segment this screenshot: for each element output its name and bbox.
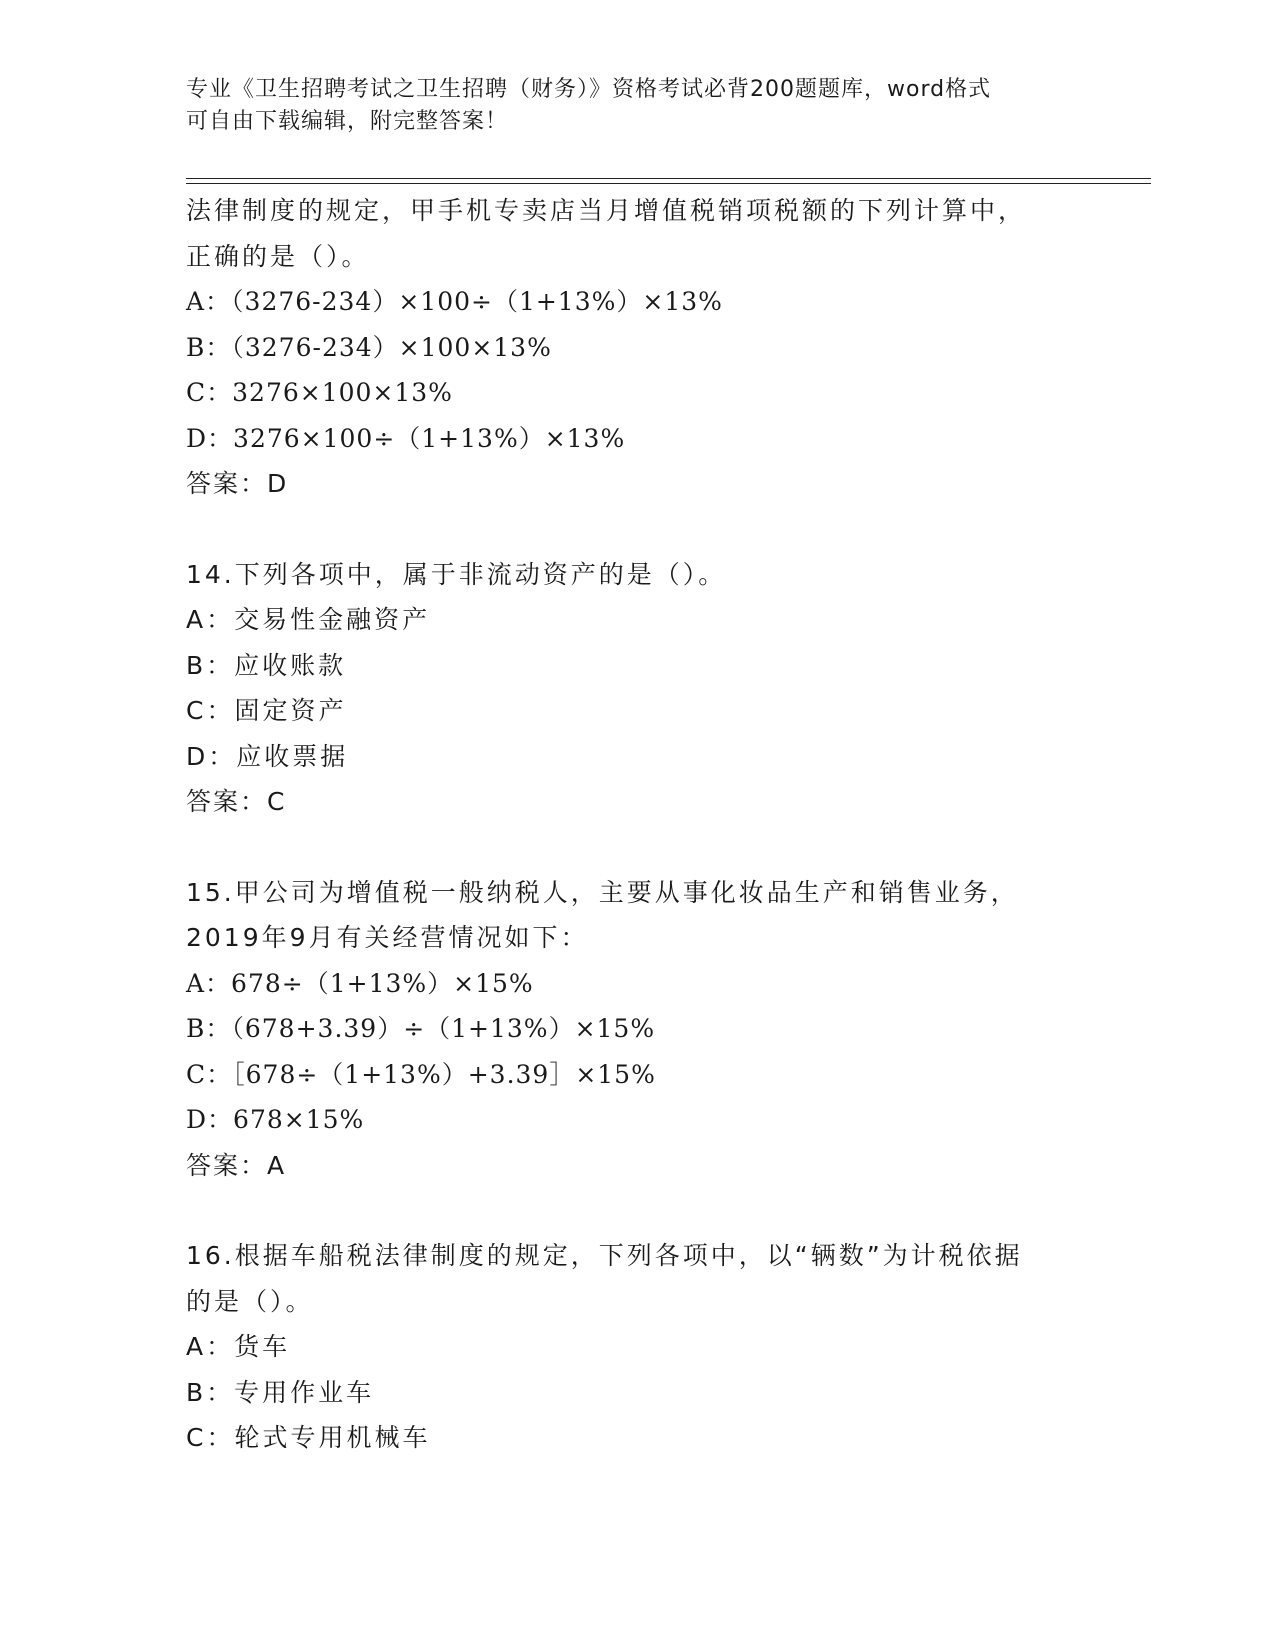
option-a: A：货车 bbox=[186, 1332, 291, 1361]
question-stem: 16.根据车船税法律制度的规定，下列各项中，以“辆数”为计税依据 bbox=[186, 1241, 1023, 1270]
option-b: B：应收账款 bbox=[186, 650, 347, 680]
answer-line: 答案：D bbox=[186, 469, 289, 498]
question-16 bbox=[186, 1233, 1086, 1461]
option-a: A：678÷（1+13%）×15% bbox=[186, 968, 534, 998]
question-list bbox=[186, 188, 1086, 1461]
answer-line: 答案：A bbox=[186, 1150, 287, 1180]
option-c: C：3276×100×13% bbox=[186, 378, 453, 407]
question-stem: 2019年9月有关经营情况如下： bbox=[186, 923, 589, 952]
option-a: A：（3276-234）×100÷（1+13%）×13% bbox=[186, 287, 723, 316]
question-14 bbox=[186, 552, 1086, 825]
option-d: D：678×15% bbox=[186, 1105, 365, 1134]
option-b: B：（678+3.39）÷（1+13%）×15% bbox=[186, 1014, 656, 1043]
option-d: D：3276×100÷（1+13%）×13% bbox=[186, 423, 626, 453]
document-header bbox=[186, 74, 1066, 138]
spacer bbox=[186, 507, 1086, 552]
spacer bbox=[186, 825, 1086, 870]
option-c: C：［678÷（1+13%）+3.39］×15% bbox=[186, 1059, 656, 1089]
answer-line: 答案：C bbox=[186, 787, 287, 816]
option-c: C：轮式专用机械车 bbox=[186, 1423, 431, 1452]
question-13 bbox=[186, 188, 1086, 507]
option-a: A：交易性金融资产 bbox=[186, 605, 431, 634]
option-b: B：专用作业车 bbox=[186, 1377, 375, 1407]
header-title-line-2: 可自由下载编辑，附完整答案！ bbox=[186, 109, 509, 134]
question-15 bbox=[186, 870, 1086, 1189]
option-c: C：固定资产 bbox=[186, 696, 347, 725]
question-stem: 正确的是（）。 bbox=[186, 241, 370, 271]
option-d: D：应收票据 bbox=[186, 741, 349, 771]
header-double-rule bbox=[186, 178, 1151, 184]
question-stem: 14.下列各项中，属于非流动资产的是（）。 bbox=[186, 559, 727, 589]
question-stem: 法律制度的规定，甲手机专卖店当月增值税销项税额的下列计算中， bbox=[186, 196, 1027, 225]
header-title-line-1: 专业《卫生招聘考试之卫生招聘（财务）》资格考试必背200题题库，word格式 bbox=[186, 77, 992, 102]
spacer bbox=[186, 1188, 1086, 1233]
question-stem: 的是（）。 bbox=[186, 1286, 314, 1316]
option-b: B：（3276-234）×100×13% bbox=[186, 332, 552, 362]
question-stem: 15.甲公司为增值税一般纳税人，主要从事化妆品生产和销售业务， bbox=[186, 877, 1019, 907]
